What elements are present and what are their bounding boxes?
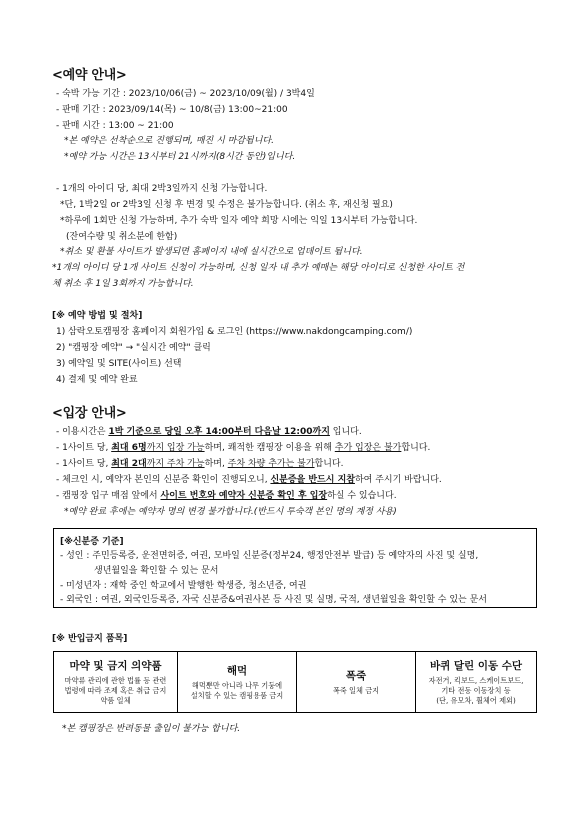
remaining-note: (잔여수량 및 취소분에 한함) bbox=[66, 232, 178, 242]
one-site-note: *1개의 아이디 당 1개 사이트 신청이 가능하며, 신청 일자 내 추가 예매는 해당 아이디로 신청한 사이트 전 bbox=[52, 263, 465, 273]
prohibited-hammock-desc2: 설치할 수 있는 캠핑용품 금지 bbox=[190, 691, 284, 700]
method-step-3: 3) 예약일 및 SITE(사이트) 선택 bbox=[56, 359, 182, 369]
id-adult: - 성인 : 주민등록증, 운전면허증, 여권, 모바일 신분증(정부24, 행정안전부 발급) 등 예약자의 사진 및 실명, bbox=[60, 551, 479, 561]
entry-gate-check: 사이트 번호와 예약자 신분증 확인 후 입장 bbox=[160, 491, 328, 501]
sale-time: - 판매 시간 : 13:00 ~ 21:00 bbox=[56, 121, 174, 131]
entry-people-nomore: 추가 입장은 불가 bbox=[334, 443, 402, 453]
id-foreigner: - 외국인 : 여권, 외국인등록증, 자국 신분증&여권사본 등 사진 및 실명, 국적, 생년월일을 확인할 수 있는 문서 bbox=[60, 595, 487, 605]
entry-gate-post: 하실 수 있습니다. bbox=[327, 491, 397, 501]
prohibited-hammock-desc1: 해먹뿐만 아니라 나무 기둥에 bbox=[191, 681, 283, 690]
prohibited-hammock bbox=[178, 652, 297, 712]
entry-checkin bbox=[56, 472, 442, 485]
entry-hours-post: 입니다. bbox=[329, 427, 362, 437]
id-box-title: [※신분증 기준] bbox=[60, 537, 124, 547]
entry-note: *예약 완료 후에는 예약자 명의 변경 불가합니다.(반드시 투숙객 본인 명의 계정 사용) bbox=[64, 507, 397, 517]
refund-note: *취소 및 환불 사이트가 발생되면 홈페이지 내에 실시간으로 업데이트 됩니다. bbox=[60, 247, 363, 257]
entry-parking-allowed: 까지 주차 가능 bbox=[146, 459, 205, 469]
prohibited-wheeled-desc1: 자전거, 킥보드, 스케이트보드, bbox=[428, 676, 524, 685]
entry-people-post: 합니다. bbox=[401, 443, 431, 453]
entry-people-mid: 하며, 쾌적한 캠핑장 이용을 위해 bbox=[204, 443, 335, 453]
entry-parking-mid: 하며, bbox=[204, 459, 228, 469]
entry-hours-range: 1박 기준으로 당일 오후 14:00부터 다음날 12:00까지 bbox=[108, 427, 330, 437]
entry-people-allowed: 까지 입장 가능 bbox=[146, 443, 205, 453]
method-step-2: 2) "캠핑장 예약" → "실시간 예약" 클릭 bbox=[56, 343, 211, 353]
prohibited-drugs-name: 마약 및 금지 의약품 bbox=[69, 660, 162, 672]
prohibited-fireworks bbox=[297, 652, 416, 712]
entry-parking-nomore: 주차 차량 추가는 불가 bbox=[227, 459, 315, 469]
entry-parking-pre: - 1사이트 당, bbox=[56, 459, 112, 469]
entry-checkin-id: 신분증을 반드시 지참 bbox=[270, 475, 355, 485]
prohibited-drugs-desc1: 마약류 관리에 관한 법률 등 관련 bbox=[64, 676, 167, 685]
prohibited-wheeled bbox=[416, 652, 536, 712]
entry-checkin-pre: - 체크인 시, 예약자 본인의 신분증 확인이 진행되오니, bbox=[56, 475, 271, 485]
entry-gate-pre: - 캠핑장 입구 매점 앞에서 bbox=[56, 491, 161, 501]
prohibited-wheeled-name: 바퀴 달린 이동 수단 bbox=[429, 660, 523, 672]
time-note: *예약 가능 시간은 13시부터 21시까지(8시간 동안)입니다. bbox=[64, 152, 296, 162]
id-adult-cont: 생년월일을 확인할 수 있는 문서 bbox=[94, 566, 219, 576]
entry-hours bbox=[56, 424, 362, 437]
method-step-1: 1) 삼락오토캠핑장 홈페이지 회원가입 & 로그인 (https://www.nakdongcamping.com/) bbox=[56, 327, 413, 337]
id-minor: - 미성년자 : 재학 중인 학교에서 발행한 학생증, 청소년증, 여권 bbox=[60, 581, 307, 591]
entry-hours-pre: - 이용시간은 bbox=[56, 427, 109, 437]
entry-parking-max: 최대 2대 bbox=[111, 459, 147, 469]
entry-people-pre: - 1사이트 당, bbox=[56, 443, 112, 453]
prohibited-drugs-desc2: 법령에 따라 조제 혹은 취급 금지 bbox=[64, 686, 167, 695]
entry-people bbox=[56, 440, 430, 453]
pet-note: *본 캠핑장은 반려동물 출입이 불가능 합니다. bbox=[62, 724, 241, 734]
entry-parking-post: 합니다. bbox=[314, 459, 344, 469]
entry-people-max: 최대 6명 bbox=[111, 443, 147, 453]
first-come-note: *본 예약은 선착순으로 진행되며, 매진 시 마감됩니다. bbox=[64, 136, 274, 146]
stay-period: - 숙박 가능 기간 : 2023/10/06(금) ~ 2023/10/09(월) / 3박4일 bbox=[56, 89, 315, 99]
prohibited-drugs bbox=[54, 652, 178, 712]
entry-parking bbox=[56, 456, 344, 469]
change-note: *단, 1박2일 or 2박3일 신청 후 변경 및 수정은 불가능합니다. (취소 후, 재신청 필요) bbox=[60, 200, 393, 210]
id-criteria-box bbox=[53, 528, 537, 608]
prohibited-wheeled-desc2: 기타 전동 이동장치 등 bbox=[441, 686, 511, 695]
sale-period: - 판매 기간 : 2023/09/14(목) ~ 10/8(금) 13:00~21:00 bbox=[56, 105, 288, 115]
entry-title: <입장 안내> bbox=[52, 406, 127, 421]
prohibited-wheeled-desc3: (단, 유모차, 휠체어 제외) bbox=[436, 696, 516, 705]
entry-checkin-post: 하여 주시기 바랍니다. bbox=[354, 475, 442, 485]
prohibited-drugs-desc3: 약품 일체 bbox=[100, 696, 131, 705]
max-stay-note: - 1개의 아이디 당, 최대 2박3일까지 신청 가능합니다. bbox=[56, 184, 268, 194]
prohibited-table bbox=[53, 651, 537, 713]
prohibited-fireworks-name: 폭죽 bbox=[345, 670, 367, 682]
once-per-day-note: *하루에 1회만 신청 가능하며, 추가 숙박 일자 예약 희망 시에는 익일 13시부터 가능합니다. bbox=[60, 216, 418, 226]
prohibited-fireworks-desc1: 폭죽 일체 금지 bbox=[332, 686, 380, 695]
entry-gate bbox=[56, 488, 397, 501]
method-step-4: 4) 결제 및 예약 완료 bbox=[56, 375, 138, 385]
prohibited-title: [※ 반입금지 품목] bbox=[52, 634, 128, 644]
reservation-title: <예약 안내> bbox=[52, 68, 127, 83]
prohibited-hammock-name: 해먹 bbox=[226, 665, 248, 677]
one-site-note-cont: 체 취소 후 1일 3회까지 가능합니다. bbox=[52, 279, 194, 289]
method-title: [※ 예약 방법 및 절차] bbox=[52, 311, 143, 321]
